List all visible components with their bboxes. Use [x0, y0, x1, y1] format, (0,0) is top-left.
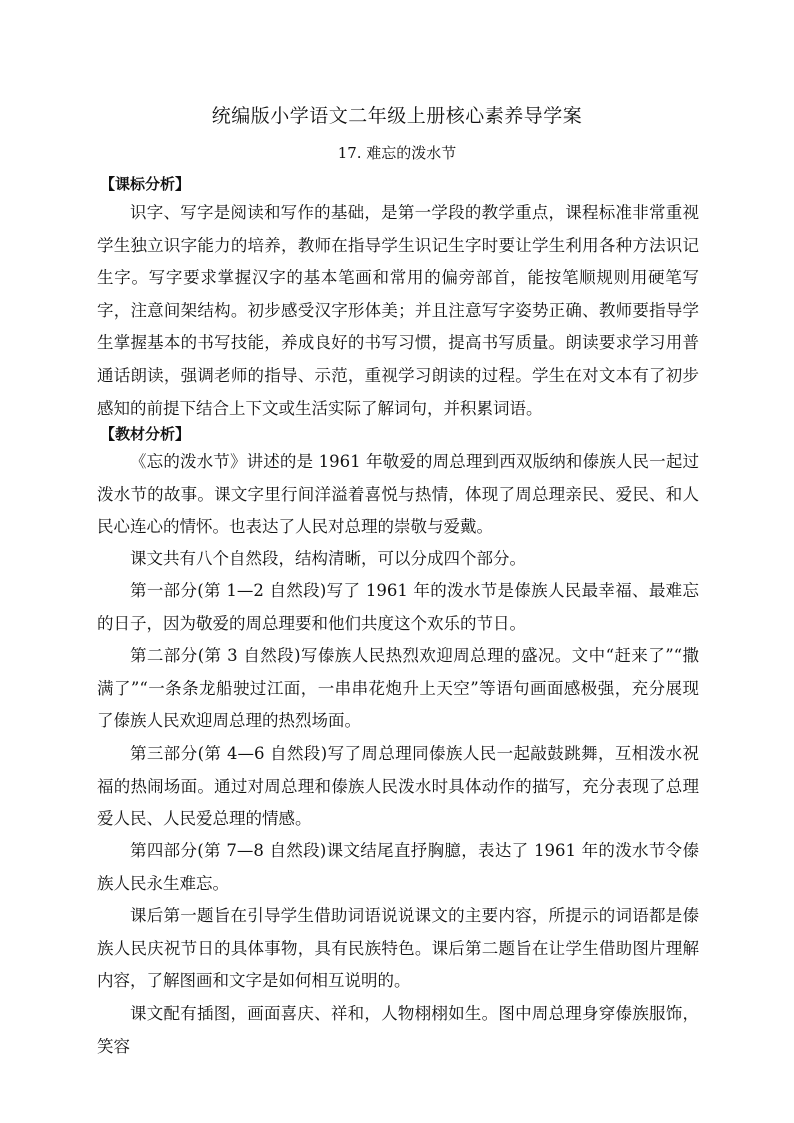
textbook-paragraph-exercises: 课后第一题旨在引导学生借助词语说说课文的主要内容，所提示的词语都是傣族人民庆祝节日的具体事物，具有民族特色。课后第二题旨在让学生借助图片理解内容，了解图画和文字是如何相互说明的。	[97, 906, 699, 991]
section-heading-curriculum: 【课标分析】	[100, 175, 191, 193]
textbook-paragraph-part-three: 第三部分(第 4—6 自然段)写了周总理同傣族人民一起敲鼓跳舞，互相泼水祝福的热闹场面。通过对周总理和傣族人民泼水时具体动作的描写，充分表现了总理爱人民、人民爱总理的情感。	[97, 744, 699, 829]
textbook-paragraph-part-four: 第四部分(第 7—8 自然段)课文结尾直抒胸臆，表达了 1961 年的泼水节令傣族人民永生难忘。	[97, 841, 699, 893]
curriculum-paragraph: 识字、写字是阅读和写作的基础，是第一学段的教学重点，课程标准非常重视学生独立识字能力的培养，教师在指导学生识记生字时要让学生利用各种方法识记生字。写字要求掌握汉字的基本笔画和常用的偏旁部首，能按笔顺规则用硬笔写字，注意间架结构。初步感受汉字形体美；并且注意写字姿势正确、教师要指导学生掌握基本的书写技能，养成良好的书写习惯，提高书写质量。朗读要求学习用普通话朗读，强调老师的指导、示范，重视学习朗读的过程。学生在对文本有了初步感知的前提下结合上下文或生活实际了解词句，并积累词语。	[97, 203, 699, 418]
textbook-paragraph-intro: 《忘的泼水节》讲述的是 1961 年敬爱的周总理到西双版纳和傣族人民一起过泼水节的故事。课文字里行间洋溢着喜悦与热情，体现了周总理亲民、爱民、和人民心连心的情怀。也表达了人民对总理的崇敬与爱戴。	[97, 452, 699, 537]
document-title: 统编版小学语文二年级上册核心素养导学案	[211, 105, 583, 127]
textbook-paragraph-part-one: 第一部分(第 1—2 自然段)写了 1961 年的泼水节是傣族人民最幸福、最难忘的日子，因为敬爱的周总理要和他们共度这个欢乐的节日。	[97, 581, 699, 633]
section-heading-textbook: 【教材分析】	[100, 425, 191, 443]
textbook-paragraph-structure: 课文共有八个自然段，结构清晰，可以分成四个部分。	[130, 549, 526, 568]
textbook-paragraph-part-two: 第二部分(第 3 自然段)写傣族人民热烈欢迎周总理的盛况。文中“赶来了”“撒满了”“一条条龙船驶过江面，一串串花炮升上天空”等语句画面感极强，充分展现了傣族人民欢迎周总理的热烈场面。	[97, 646, 699, 731]
lesson-title: 17. 难忘的泼水节	[337, 144, 457, 162]
textbook-paragraph-illustration: 课文配有插图，画面喜庆、祥和，人物栩栩如生。图中周总理身穿傣族服饰，笑容	[97, 1004, 699, 1056]
